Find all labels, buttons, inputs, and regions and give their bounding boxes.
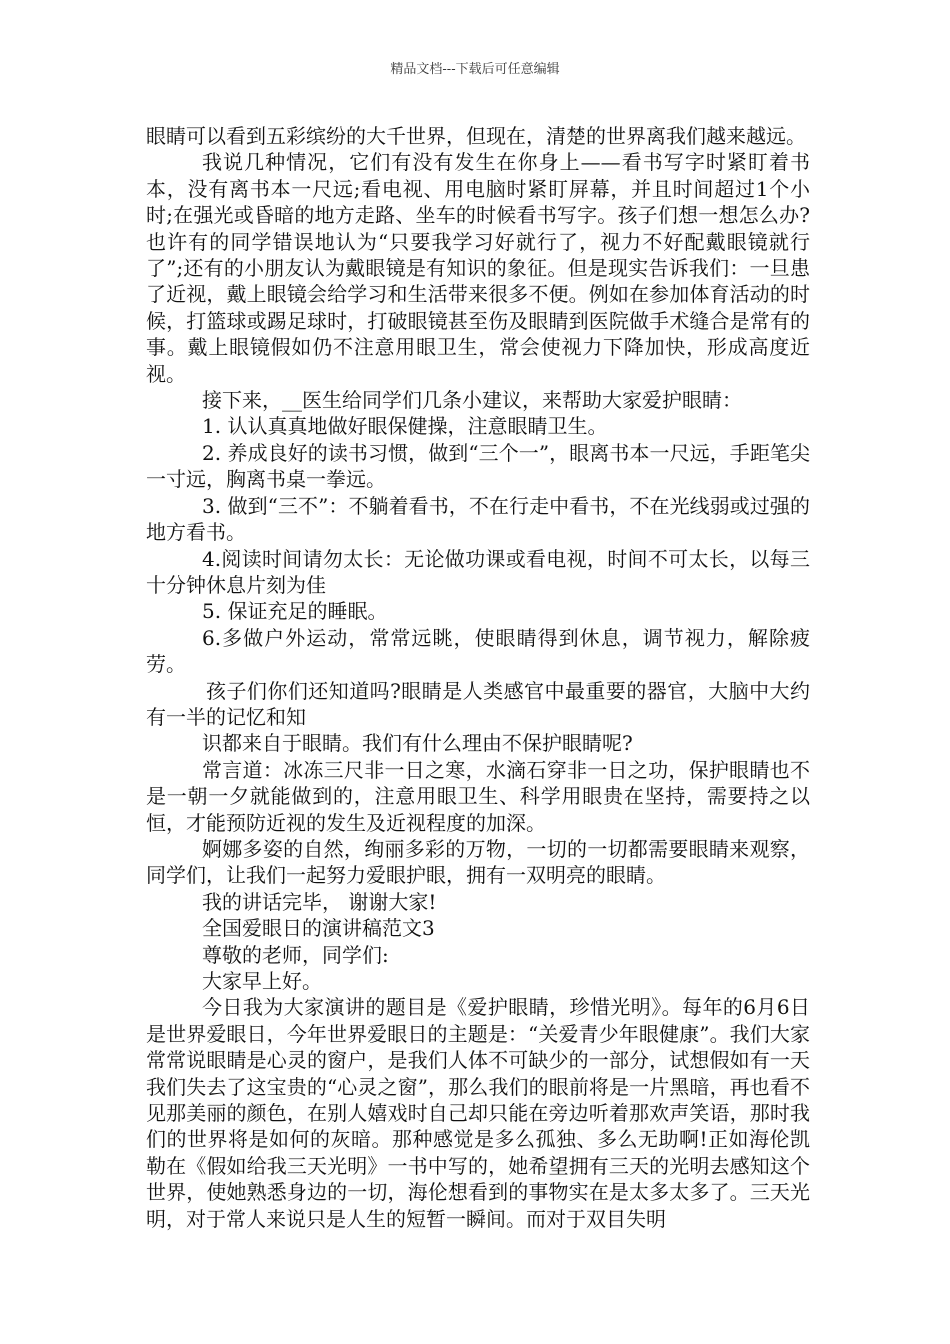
paragraph: 接下来，__医生给同学们几条小建议，来帮助大家爱护眼睛： [202,388,742,413]
paragraph: 婀娜多姿的自然，绚丽多彩的万物，一切的一切都需要眼睛来观察，同学们，让我们一起努力爱眼护眼，拥有一双明亮的眼睛。 [146,836,810,888]
list-item: 1. 认认真真地做好眼保健操，注意眼睛卫生。 [202,414,608,439]
paragraph: 今日我为大家演讲的题目是《爱护眼睛，珍惜光明》。每年的6月6日是世界爱眼日，今年世界爱眼日的主题是：“关爱青少年眼健康”。我们大家常常说眼睛是心灵的窗户，是我们人体不可缺少的一部分，试想假如有一天我们失去了这宝贵的“心灵之窗”，那么我们的眼前将是一片黑暗，再也看不见那美丽的颜色，在别人嬉戏时自己却只能在旁边听着那欢声笑语，那时我们的世界将是如何的灰暗。那种感觉是多么孤独、多么无助啊!正如海伦凯勒在《假如给我三天光明》一书中写的，她希望拥有三天的光明去感知这个世界，使她熟悉身边的一切，海伦想看到的事物实在是太多太多了。三天光明，对于常人来说只是人生的短暂一瞬间。而对于双目失明 [146,995,810,1231]
paragraph: 孩子们你们还知道吗?眼睛是人类感官中最重要的器官，大脑中大约有一半的记忆和知 [146,678,810,729]
page-header: 精品文档---下载后可任意编辑 [390,62,560,77]
greeting: 大家早上好。 [202,969,322,993]
paragraph: 我的讲话完毕， 谢谢大家! [202,889,437,914]
list-item: 3. 做到“三不”：不躺着看书，不在行走中看书，不在光线弱或过强的地方看书。 [146,493,810,545]
section-title: 全国爱眼日的演讲稿范文3 [202,916,435,941]
list-item: 2. 养成良好的读书习惯，做到“三个一”，眼离书本一尺远，手距笔尖一寸远，胸离书桌一拳远。 [146,440,810,492]
list-item: 6.多做户外运动，常常远眺，使眼睛得到休息，调节视力，解除疲劳。 [146,625,810,677]
salutation: 尊敬的老师，同学们: [202,942,389,967]
list-item: 4.阅读时间请勿太长：无论做功课或看电视，时间不可太长，以每三十分钟休息片刻为佳 [146,546,810,597]
document-body [146,123,810,1232]
paragraph: 我说几种情况，它们有没有发生在你身上——看书写字时紧盯着书本，没有离书本一尺远;看电视、用电脑时紧盯屏幕，并且时间超过1个小时;在强光或昏暗的地方走路、坐车的时候看书写字。孩子们想一想怎么办?也许有的同学错误地认为“只要我学习好就行了，视力不好配戴眼镜就行了”;还有的小朋友认为戴眼镜是有知识的象征。但是现实告诉我们：一旦患了近视，戴上眼镜会给学习和生活带来很多不便。例如在参加体育活动的时候，打篮球或踢足球时，打破眼镜甚至伤及眼睛到医院做手术缝合是常有的事。戴上眼镜假如仍不注意用眼卫生，常会使视力下降加快，形成高度近视。 [146,150,810,386]
paragraph: 识都来自于眼睛。我们有什么理由不保护眼睛呢? [202,731,633,756]
list-item: 5. 保证充足的睡眠。 [202,599,388,624]
paragraph: 眼睛可以看到五彩缤纷的大千世界，但现在，清楚的世界离我们越来越远。 [146,124,806,148]
paragraph: 常言道：冰冻三尺非一日之寒，水滴石穿非一日之功，保护眼睛也不是一朝一夕就能做到的，注意用眼卫生、科学用眼贵在坚持，需要持之以恒，才能预防近视的发生及近视程度的加深。 [146,757,810,835]
